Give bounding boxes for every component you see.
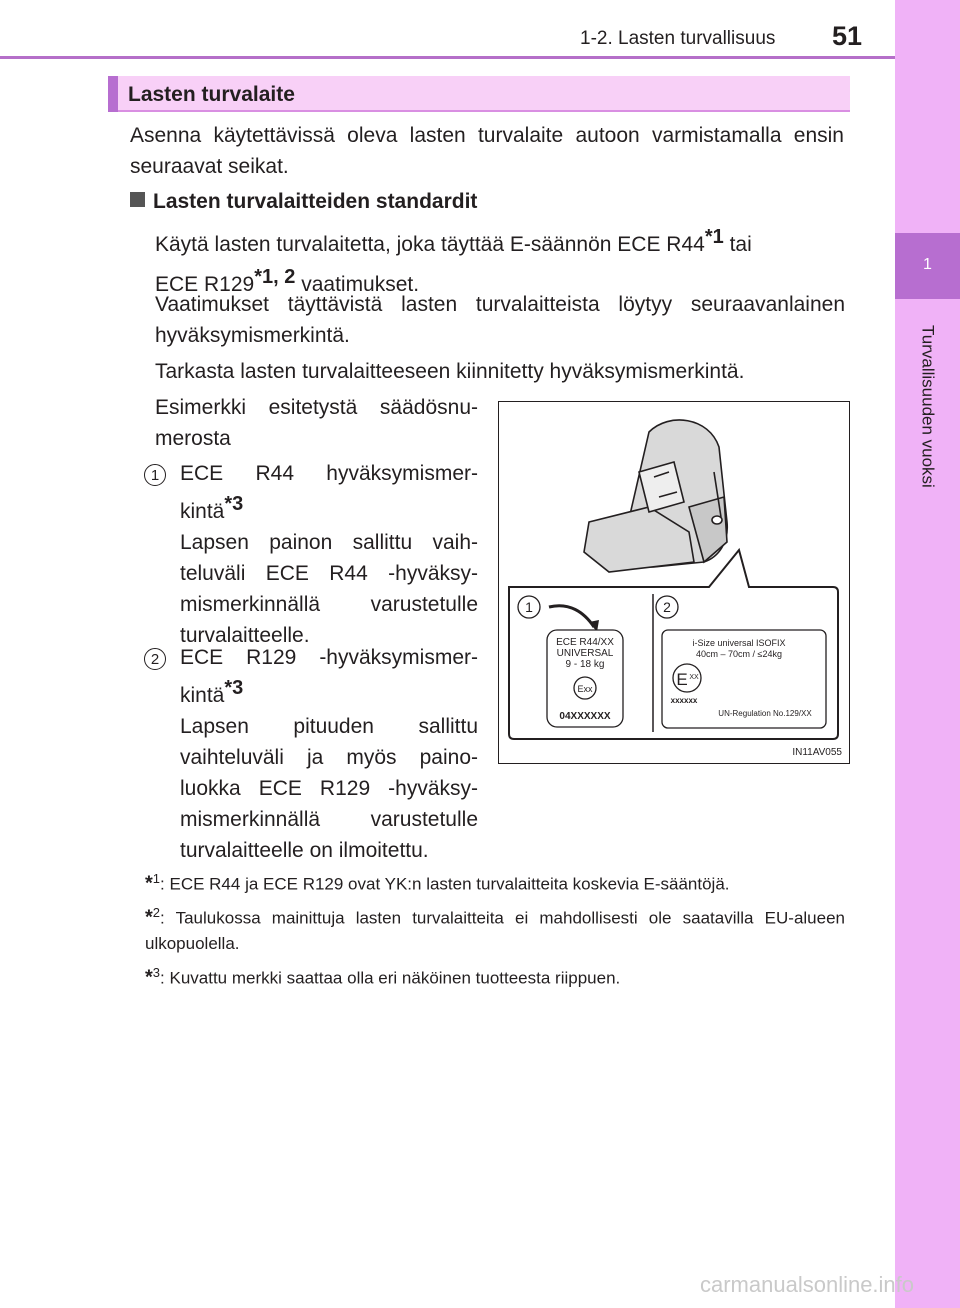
footnote-ref: *3 — [224, 493, 244, 515]
footnote-mark: * — [145, 872, 153, 895]
footnote-ref: *1, 2 — [254, 266, 296, 288]
check-paragraph: Tarkasta lasten turvalaitteeseen kiinnitetty hyväksymismerkintä. — [155, 360, 745, 383]
label2-emark: E — [676, 670, 688, 689]
figure-code: IN11AV055 — [792, 747, 842, 758]
callout-number-1: 1 — [525, 599, 533, 615]
label2-regulation: UN-Regulation No.129/XX — [718, 709, 812, 718]
footnote-ref: *3 — [224, 677, 244, 699]
item-1-description: Lapsen painon sallittu vaih-teluväli ECE R44 -hyväksy-mismerkinnällä varustetulle turvalaitteelle. — [180, 531, 478, 647]
label1-emark: Exx — [577, 684, 593, 694]
child-seat-icon — [584, 420, 727, 572]
footnote-number: 1 — [152, 871, 161, 886]
label1-line1: ECE R44/XX — [556, 637, 614, 648]
footnote-text: : Kuvattu merkki saattaa olla eri näköinen tuotteesta riippuen. — [160, 968, 621, 988]
page-number: 51 — [832, 21, 863, 51]
callout-number-2: 2 — [663, 599, 671, 615]
section-heading: Lasten turvalaite — [128, 83, 295, 106]
watermark: carmanualsonline.info — [700, 1272, 915, 1297]
section-heading-accent — [108, 76, 118, 112]
footnote-text: : Taulukossa mainittuja lasten turvalaitteita ei mahdollisesti ole saatavilla EU-alueen ulkopuolella. — [145, 908, 845, 953]
footnote-2 — [145, 900, 845, 956]
label2-code: xxxxxx — [670, 696, 698, 705]
footnote-3 — [145, 960, 845, 991]
footnote-mark: * — [145, 966, 153, 989]
item-number-badge: 1 — [144, 464, 166, 486]
square-bullet-icon — [130, 192, 145, 207]
chapter-tab-strip — [895, 0, 960, 1308]
item-number-badge: 2 — [144, 648, 166, 670]
header-rule — [0, 56, 895, 59]
child-seat-illustration — [499, 402, 849, 763]
footnote-number: 3 — [152, 965, 161, 980]
footnote-1 — [145, 866, 845, 897]
para1-text-d: vaatimukset. — [295, 273, 420, 296]
item-1-number — [144, 464, 166, 486]
label2-emark-sub: XX — [689, 674, 699, 681]
approval-label-illustration — [498, 401, 850, 764]
label2-line1: i-Size universal ISOFIX — [692, 638, 786, 648]
item-2-number — [144, 648, 166, 670]
para1-text-a: Käytä lasten turvalaitetta, joka täyttää E-säännön ECE R44 — [155, 233, 705, 256]
footnote-text: : ECE R44 ja ECE R129 ovat YK:n lasten turvalaitteita koskevia E-sääntöjä. — [160, 874, 730, 894]
item-2 — [180, 642, 478, 866]
intro-paragraph: Asenna käytettävissä oleva lasten turvalaite autoon varmistamalla ensin seuraavat seikat. — [130, 124, 844, 178]
label1-line2: UNIVERSAL — [556, 648, 614, 659]
para1-text-c: ECE R129 — [155, 273, 255, 296]
item-2-description: Lapsen pituuden sallittu vaihteluväli ja myös paino-luokka ECE R129 -hyväksy-mismerkinnällä varustetulle turvalaitteelle on ilmoitettu. — [180, 715, 478, 862]
label2-line2: 40cm – 70cm / ≤24kg — [696, 649, 782, 659]
example-intro: Esimerkki esitetystä säädösnu-merosta — [155, 396, 478, 450]
item-1-title: ECE R44 hyväksymismer-kintä — [180, 462, 478, 523]
footnote-ref: *1 — [704, 226, 724, 248]
label1-code: 04XXXXXX — [559, 711, 611, 722]
approval-mark-paragraph: Vaatimukset täyttävistä lasten turvalaitteista löytyy seuraavanlainen hyväksymismerkintä. — [155, 293, 845, 347]
item-1 — [180, 458, 478, 651]
chapter-title: Turvallisuuden vuoksi — [918, 325, 938, 488]
para1-text-b: tai — [723, 233, 752, 256]
chapter-number: 1 — [923, 256, 932, 273]
footnote-number: 2 — [152, 905, 161, 920]
subheading-text: Lasten turvalaitteiden standardit — [153, 190, 478, 213]
item-2-title: ECE R129 -hyväksymismer-kintä — [180, 646, 478, 707]
running-header-section: 1-2. Lasten turvallisuus — [580, 28, 776, 49]
subheading — [130, 186, 844, 217]
footnote-mark: * — [145, 906, 153, 929]
label1-line3: 9 - 18 kg — [565, 659, 605, 670]
